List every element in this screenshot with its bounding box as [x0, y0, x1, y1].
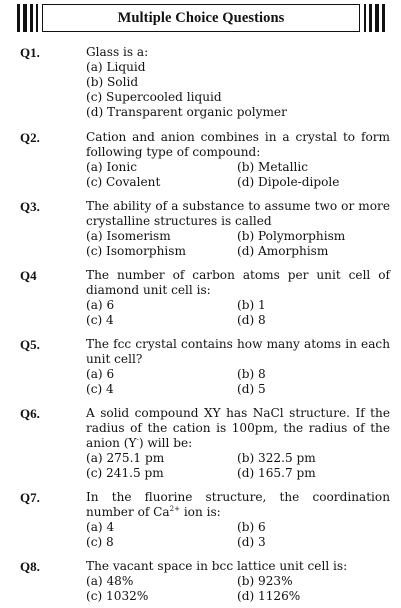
- option: (a) Isomerism: [86, 229, 171, 243]
- question-text: The ability of a substance to assume two or more crystalline structures is called: [86, 199, 390, 228]
- option: (a) Liquid: [86, 60, 146, 74]
- right-bars-decoration: [363, 4, 385, 32]
- option: (c) Isomorphism: [86, 244, 186, 258]
- option: (b) Solid: [86, 75, 139, 89]
- option: (a) 6: [86, 367, 115, 381]
- page-title: Multiple Choice Questions: [117, 9, 285, 26]
- question-text: In the fluorine structure, the coordination number of $Ca^{2+}$ ion is:: [86, 490, 390, 519]
- question-text: Cation and anion combines in a crystal to form following type of compound:: [86, 130, 390, 159]
- option: (d) 8: [237, 313, 266, 327]
- option: (b) 8: [237, 367, 266, 381]
- option: (d) Transparent organic polymer: [86, 105, 287, 119]
- question-number: Q6.: [20, 406, 40, 421]
- question-number: Q1.: [20, 45, 40, 60]
- question-text: A solid compound XY has NaCl structure. If the radius of the cation is 100pm, the radius of the anion (Y-) will be:: [86, 406, 390, 450]
- option: (a) Ionic: [86, 160, 137, 174]
- option: (b) Metallic: [237, 160, 309, 174]
- option: (b) 322.5 pm: [237, 451, 316, 465]
- question-text: The fcc crystal contains how many atoms in each unit cell?: [86, 337, 390, 366]
- question-text: The number of carbon atoms per unit cell of diamond unit cell is:: [86, 268, 390, 297]
- header-box: [42, 4, 360, 32]
- left-bars-decoration: [17, 4, 39, 32]
- question-number: Q7.: [20, 490, 40, 505]
- option: (c) Covalent: [86, 175, 161, 189]
- superscript: 2+: [169, 504, 180, 513]
- question-number: Q2.: [20, 130, 40, 145]
- option: (c) 1032%: [86, 589, 149, 603]
- question-number: Q5.: [20, 337, 40, 352]
- question-text: Glass is a:: [86, 45, 149, 59]
- option: (c) Supercooled liquid: [86, 90, 222, 104]
- option: (c) 241.5 pm: [86, 466, 164, 480]
- option: (a) 4: [86, 520, 115, 534]
- option: (c) 4: [86, 313, 114, 327]
- option: (a) 6: [86, 298, 115, 312]
- option: (d) 165.7 pm: [237, 466, 316, 480]
- option: (c) 8: [86, 535, 114, 549]
- option: (b) Polymorphism: [237, 229, 346, 243]
- option: (b) 923%: [237, 574, 293, 588]
- option: (a) 48%: [86, 574, 134, 588]
- option: (d) Amorphism: [237, 244, 329, 258]
- option: (a) 275.1 pm: [86, 451, 165, 465]
- question-number: Q3.: [20, 199, 40, 214]
- superscript: -: [136, 435, 139, 444]
- option: (c) 4: [86, 382, 114, 396]
- option: (d) 5: [237, 382, 266, 396]
- question-number: Q4: [20, 268, 37, 283]
- question-number: Q8.: [20, 559, 40, 574]
- option: (b) 1: [237, 298, 266, 312]
- header: [17, 4, 385, 34]
- question-text: The vacant space in bcc lattice unit cell is:: [86, 559, 348, 573]
- option: (b) 6: [237, 520, 266, 534]
- option: (d) Dipole-dipole: [237, 175, 340, 189]
- option: (d) 3: [237, 535, 266, 549]
- option: (d) 1126%: [237, 589, 301, 603]
